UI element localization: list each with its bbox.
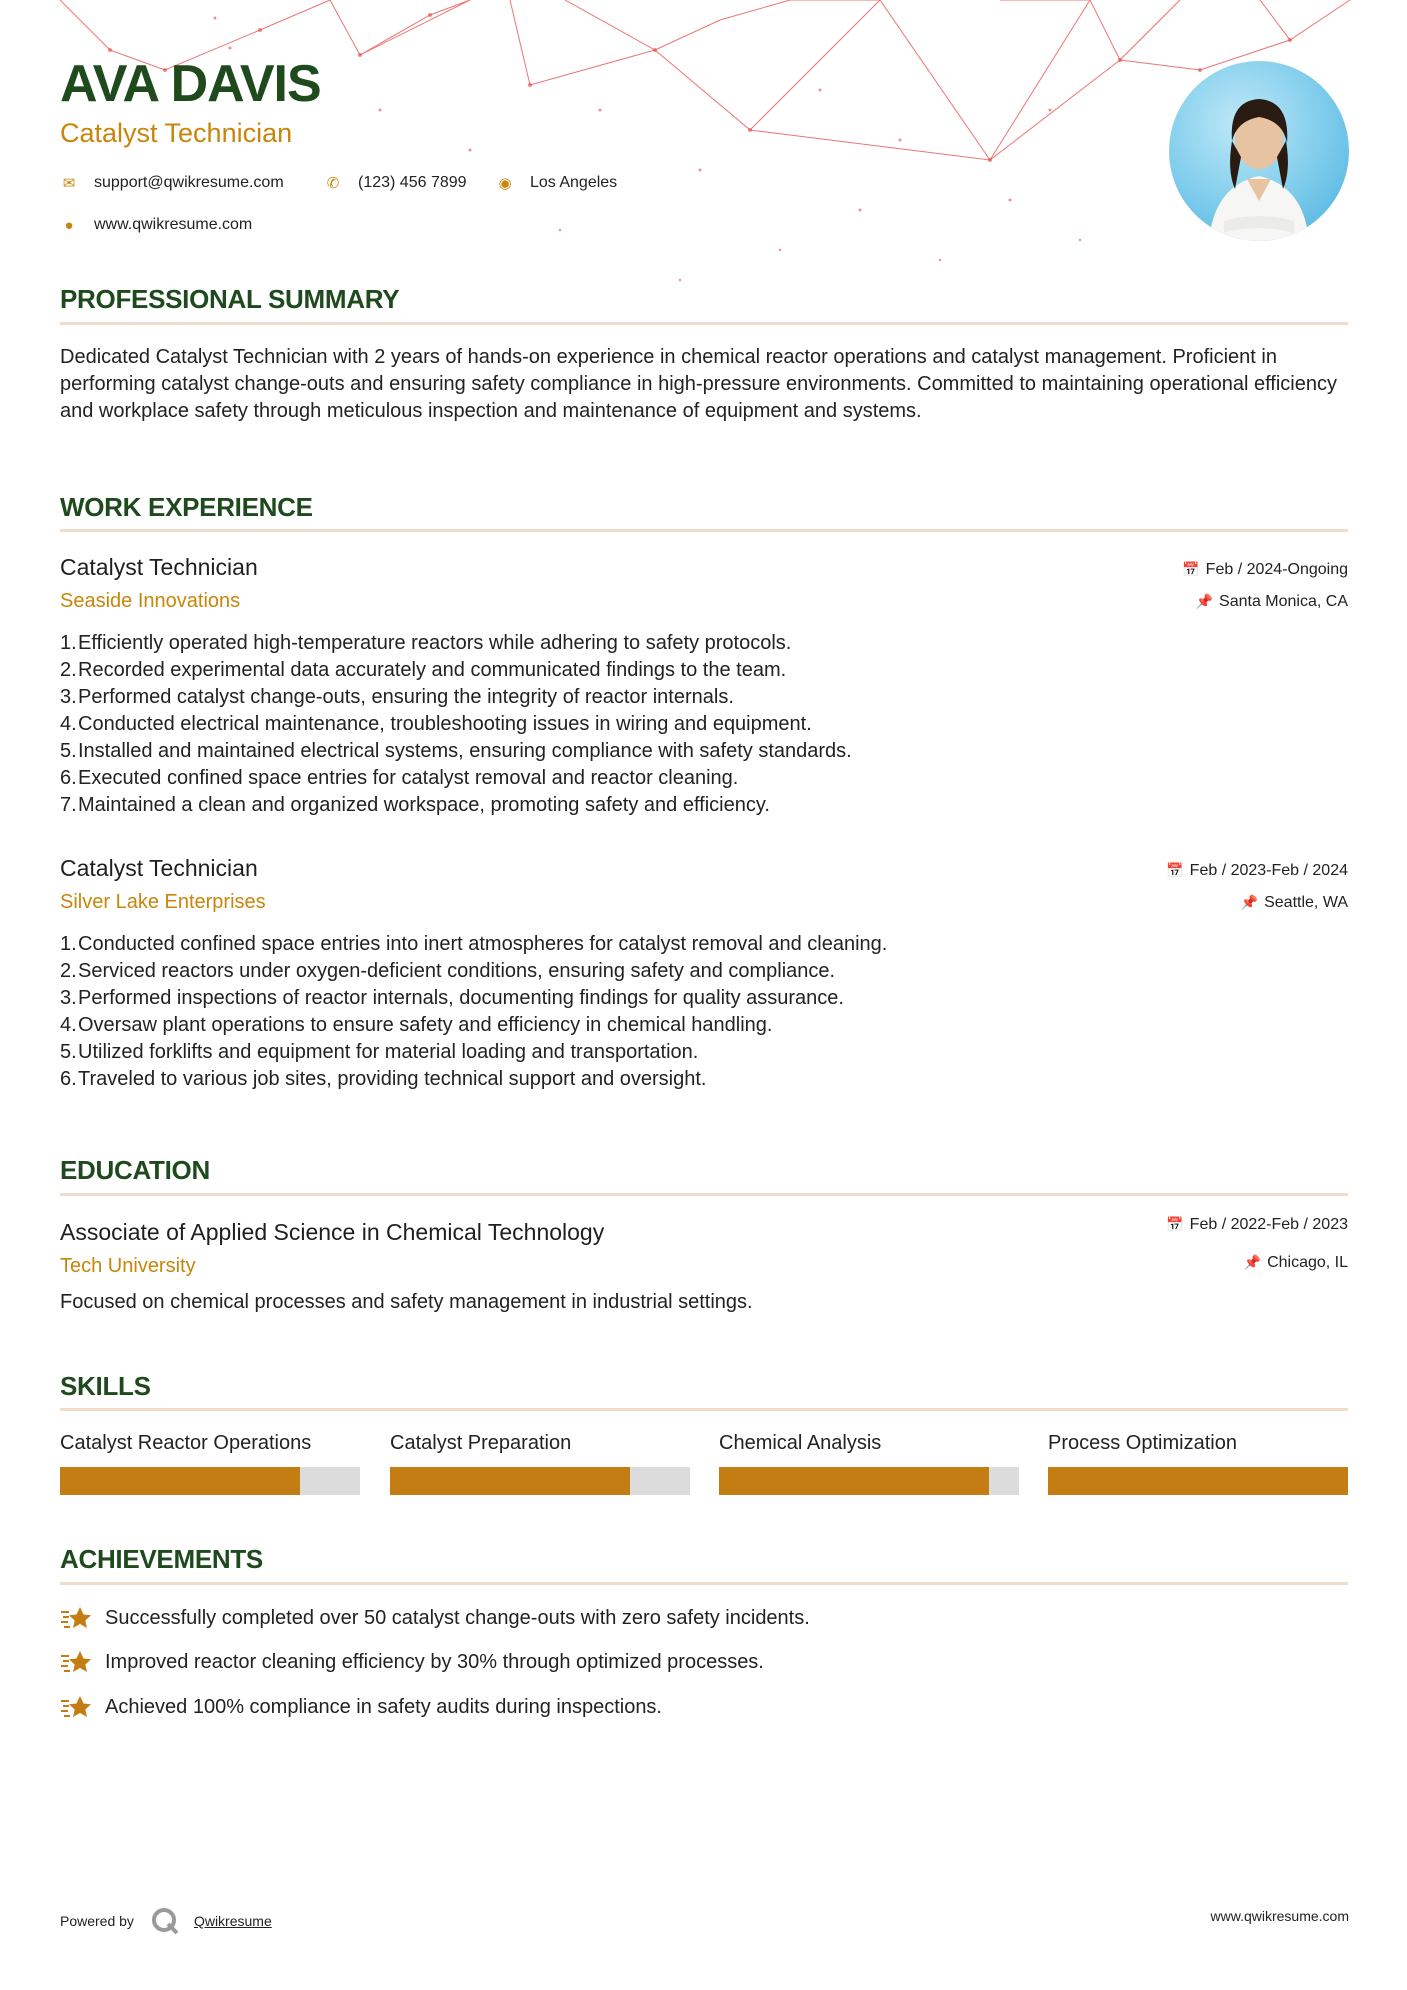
achievement-text: Improved reactor cleaning efficiency by 30% through optimized processes. — [105, 1651, 764, 1673]
experience-heading: WORK EXPERIENCE — [60, 492, 313, 522]
skill-item — [390, 1433, 690, 1495]
phone-icon: ✆ — [326, 174, 340, 192]
job-1-location — [1196, 594, 1348, 610]
contact-phone[interactable] — [324, 175, 467, 191]
skill-label: Catalyst Reactor Operations — [60, 1432, 312, 1454]
skill-bar — [60, 1467, 360, 1495]
calendar-icon: 📅 — [1166, 1216, 1184, 1232]
list-item: 2.Serviced reactors under oxygen-deficient conditions, ensuring safety and compliance. — [60, 960, 836, 982]
list-item: 4.Oversaw plant operations to ensure safety and efficiency in chemical handling. — [60, 1014, 773, 1036]
education-school: Tech University — [60, 1255, 196, 1277]
candidate-title: Catalyst Technician — [60, 118, 293, 148]
list-item: 3.Performed catalyst change-outs, ensuring the integrity of reactor internals. — [60, 686, 734, 708]
skill-label: Chemical Analysis — [719, 1432, 882, 1454]
job-2-company: Silver Lake Enterprises — [60, 891, 266, 913]
email-text: support@qwikresume.com — [94, 174, 284, 191]
job-1-bullets — [60, 630, 1160, 819]
job-1-company: Seaside Innovations — [60, 590, 241, 612]
pin-icon: 📌 — [1243, 1254, 1262, 1270]
job-2-bullets — [60, 931, 1160, 1093]
pin-icon: 📌 — [1240, 894, 1259, 910]
contact-email[interactable] — [60, 175, 284, 191]
skill-bar-fill — [1048, 1467, 1348, 1495]
education-degree: Associate of Applied Science in Chemical Technology — [60, 1219, 605, 1245]
job-1-dates-text: Feb / 2024-Ongoing — [1205, 561, 1348, 578]
globe-icon: ● — [64, 216, 74, 234]
job-2-dates-text: Feb / 2023-Feb / 2024 — [1189, 862, 1348, 879]
achievement-item — [60, 1649, 764, 1675]
job-1-title: Catalyst Technician — [60, 554, 258, 580]
star-award-icon — [60, 1694, 92, 1720]
skill-bar — [1048, 1467, 1348, 1495]
experience-divider — [60, 529, 1348, 532]
skill-bar-fill — [719, 1467, 989, 1495]
job-1-location-text: Santa Monica, CA — [1219, 593, 1348, 610]
skills-divider — [60, 1408, 1348, 1411]
skill-label: Process Optimization — [1048, 1432, 1237, 1454]
powered-by-label: Powered by — [60, 1913, 134, 1929]
qwikresume-logo-icon — [150, 1906, 180, 1936]
envelope-icon: ✉ — [62, 174, 76, 192]
star-award-icon — [60, 1605, 92, 1631]
education-heading: EDUCATION — [60, 1155, 210, 1185]
list-item: 3.Performed inspections of reactor internals, documenting findings for quality assurance. — [60, 987, 844, 1009]
achievement-item — [60, 1605, 810, 1631]
skill-item — [719, 1433, 1019, 1495]
job-2-location — [1241, 895, 1348, 911]
skill-label: Catalyst Preparation — [390, 1432, 572, 1454]
education-divider — [60, 1193, 1348, 1196]
list-item: 6.Executed confined space entries for catalyst removal and reactor cleaning. — [60, 767, 739, 789]
person-avatar-icon — [1169, 61, 1349, 241]
summary-heading: PROFESSIONAL SUMMARY — [60, 284, 400, 314]
skills-heading: SKILLS — [60, 1371, 151, 1401]
contact-location — [496, 175, 617, 191]
footer-website-link[interactable]: www.qwikresume.com — [1210, 1908, 1349, 1924]
job-2-location-text: Seattle, WA — [1264, 894, 1348, 911]
achievement-text: Successfully completed over 50 catalyst change-outs with zero safety incidents. — [105, 1607, 810, 1629]
skill-bar-fill — [390, 1467, 630, 1495]
list-item: 2.Recorded experimental data accurately and communicated findings to the team. — [60, 659, 787, 681]
list-item: 4.Conducted electrical maintenance, troubleshooting issues in wiring and equipment. — [60, 713, 812, 735]
list-item: 7.Maintained a clean and organized workspace, promoting safety and efficiency. — [60, 794, 770, 816]
list-item: 5.Utilized forklifts and equipment for material loading and transportation. — [60, 1041, 699, 1063]
skill-bar — [390, 1467, 690, 1495]
achievement-item — [60, 1694, 662, 1720]
summary-divider — [60, 322, 1348, 325]
list-item: 1.Efficiently operated high-temperature reactors while adhering to safety protocols. — [60, 632, 792, 654]
achievements-heading: ACHIEVEMENTS — [60, 1544, 263, 1574]
job-1-dates — [1182, 562, 1348, 578]
skill-bar-fill — [60, 1467, 300, 1495]
calendar-icon: 📅 — [1182, 561, 1200, 577]
skill-item — [60, 1433, 360, 1495]
education-description: Focused on chemical processes and safety management in industrial settings. — [60, 1291, 753, 1313]
candidate-name: AVA DAVIS — [60, 55, 321, 113]
list-item: 1.Conducted confined space entries into inert atmospheres for catalyst removal and cleaning. — [60, 933, 888, 955]
summary-text: Dedicated Catalyst Technician with 2 years of hands-on experience in chemical reactor operations and catalyst management. Proficient in performing catalyst change-outs and ensuring safety compliance in high-pressure environments. Committed to maintaining operational efficiency and workplace safety through meticulous inspection and maintenance of equipment and systems. — [60, 346, 1337, 422]
job-2-title: Catalyst Technician — [60, 855, 258, 881]
job-2-dates — [1166, 863, 1348, 879]
profile-photo — [1169, 61, 1349, 241]
education-dates — [1166, 1217, 1348, 1233]
calendar-icon: 📅 — [1166, 862, 1184, 878]
list-item: 6.Traveled to various job sites, providing technical support and oversight. — [60, 1068, 707, 1090]
brand-link[interactable]: Qwikresume — [193, 1913, 272, 1929]
footer-powered-by — [60, 1906, 272, 1936]
list-item: 5.Installed and maintained electrical systems, ensuring compliance with safety standards. — [60, 740, 852, 762]
location-text: Los Angeles — [530, 174, 618, 191]
education-location — [1244, 1255, 1348, 1271]
star-award-icon — [60, 1649, 92, 1675]
pin-icon: 📌 — [1195, 593, 1214, 609]
contact-website[interactable] — [60, 217, 252, 233]
achievement-text: Achieved 100% compliance in safety audits during inspections. — [105, 1696, 662, 1718]
achievements-divider — [60, 1582, 1348, 1585]
website-text: www.qwikresume.com — [94, 216, 253, 233]
education-location-text: Chicago, IL — [1267, 1254, 1348, 1271]
map-pin-icon: ◉ — [498, 174, 512, 192]
skill-bar — [719, 1467, 1019, 1495]
education-dates-text: Feb / 2022-Feb / 2023 — [1189, 1216, 1348, 1233]
phone-text: (123) 456 7899 — [358, 174, 467, 191]
skill-item — [1048, 1433, 1348, 1495]
